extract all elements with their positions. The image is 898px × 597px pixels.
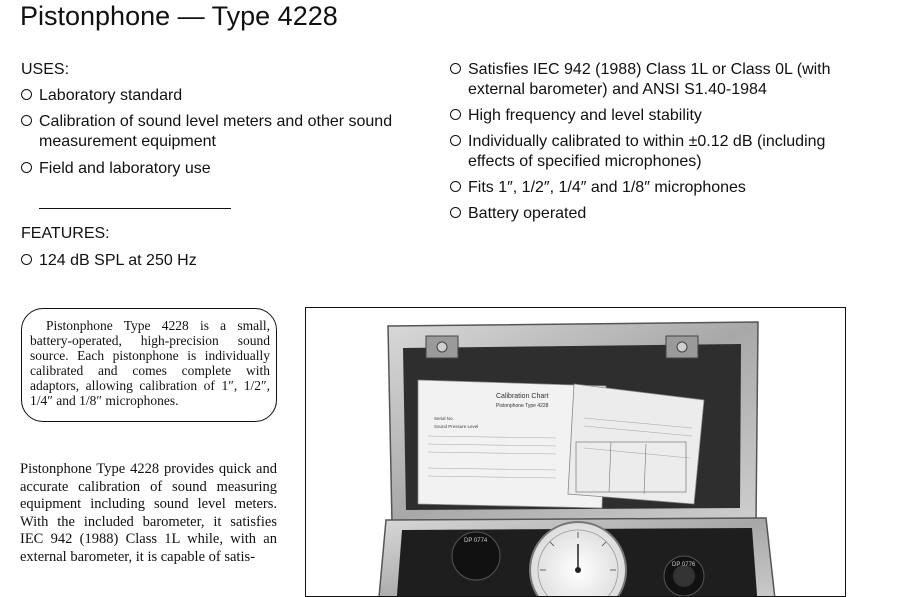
summary-box xyxy=(21,308,277,422)
features-item: Satisfies IEC 942 (1988) Class 1L or Class 0L (with external barometer) and ANSI S1.40-1984 xyxy=(450,60,860,100)
bullet-icon xyxy=(450,63,461,74)
chart-row-label: Sound Pressure Level xyxy=(434,424,479,429)
page-title: Pistonphone — Type 4228 xyxy=(20,1,338,31)
uses-item: Calibration of sound level meters and other sound measurement equipment xyxy=(21,112,421,152)
bullet-icon xyxy=(450,207,461,218)
bullet-icon xyxy=(21,89,32,100)
uses-heading: USES: xyxy=(21,61,70,78)
features-item: Individually calibrated to within ±0.12 dB (including effects of specified microphones) xyxy=(450,132,860,172)
chart-title-text: Calibration Chart xyxy=(496,393,549,400)
chart-subtitle-text: Pistonphone Type 4228 xyxy=(496,403,549,409)
product-photo xyxy=(305,307,846,597)
body-paragraph: Pistonphone Type 4228 provides quick and accurate calibration of sound measuring equipment including sound level meters. With the included barometer, it satisfies IEC 942 (1988) Class 1L while, with an external barometer, it is capable of satis- xyxy=(20,461,277,565)
section-divider xyxy=(39,208,231,209)
bullet-icon xyxy=(450,109,461,120)
bullet-icon xyxy=(21,162,32,173)
summary-text: Pistonphone Type 4228 is a small, battery-operated, high-precision sound source. Each pistonphone is individually calibrated and comes complete with adaptors, allowing calibration of 1″, 1/2″, 1/4″ and 1/8″ microphones. xyxy=(30,318,270,408)
right-knob-label: DP 0776 xyxy=(672,562,696,568)
left-knob-label: DP 0774 xyxy=(464,538,488,544)
pistonphone-case-illustration xyxy=(306,308,846,597)
features-heading: FEATURES: xyxy=(21,225,110,242)
bullet-icon xyxy=(450,135,461,146)
chart-row-label: Serial No. xyxy=(434,416,454,421)
bullet-icon xyxy=(21,115,32,126)
bullet-icon xyxy=(21,254,32,265)
bullet-icon xyxy=(450,181,461,192)
